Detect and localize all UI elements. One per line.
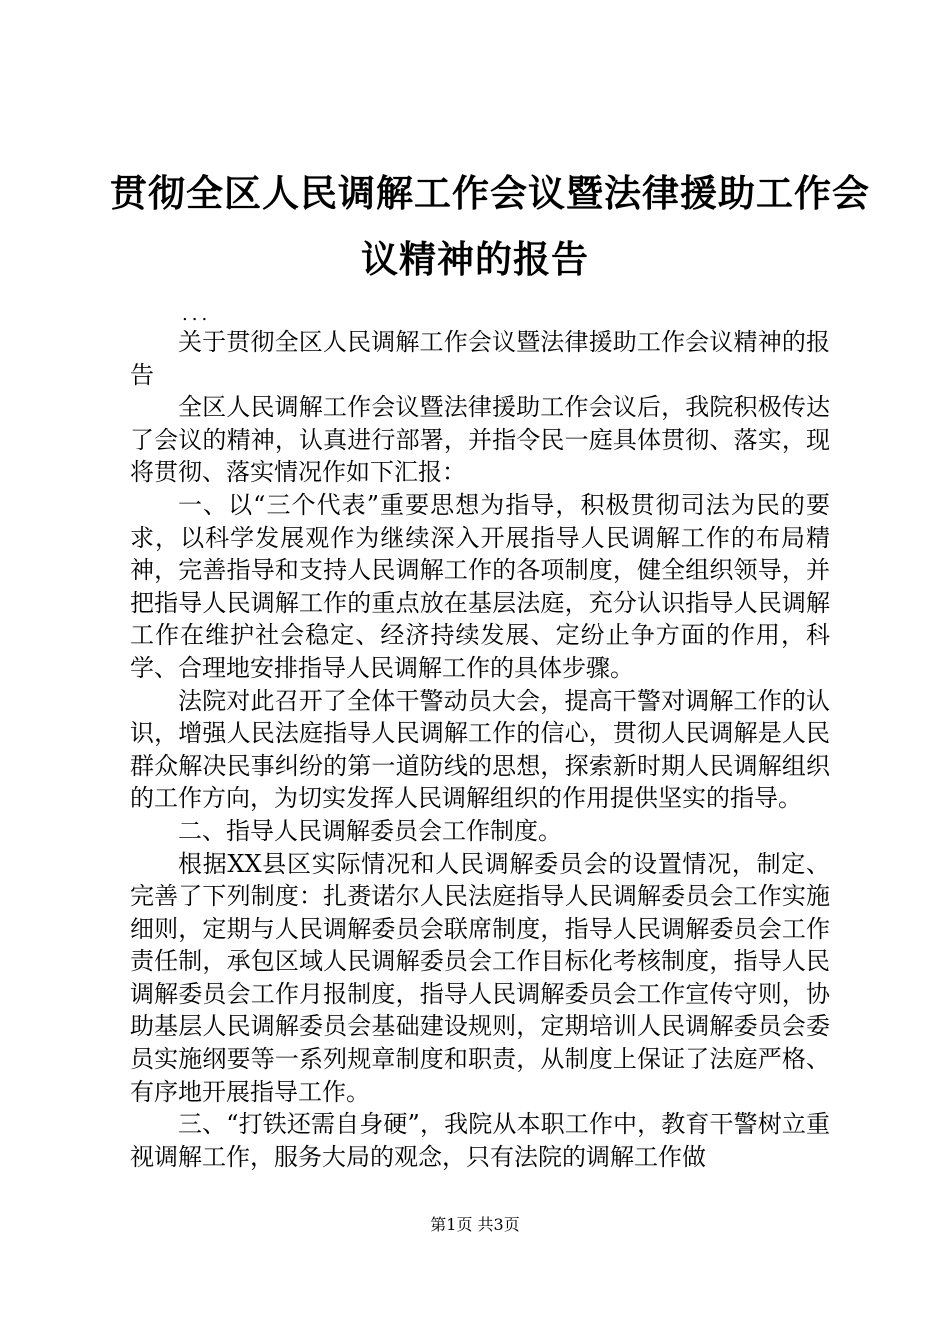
paragraph: 关于贯彻全区人民调解工作会议暨法律援助工作会议精神的报告: [130, 328, 830, 389]
paragraph: 三、“打铁还需自身硬”，我院从本职工作中，教育干警树立重视调解工作，服务大局的观念，只有法院的调解工作做: [130, 1110, 830, 1171]
title-line-2: 议精神的报告: [361, 237, 589, 281]
paragraph: 法院对此召开了全体干警动员大会，提高干警对调解工作的认识，增强人民法庭指导人民调解工作的信心，贯彻人民调解是人民群众解决民事纠纷的第一道防线的思想，探索新时期人民调解组织的工作方向，为切实发挥人民调解组织的作用提供坚实的指导。: [130, 686, 830, 813]
ellipsis-mark: ...: [182, 304, 212, 325]
paragraph: 二、指导人民调解委员会工作制度。: [178, 816, 562, 845]
document-title: [110, 160, 870, 292]
paragraph: 全区人民调解工作会议暨法律援助工作会议后，我院积极传达了会议的精神，认真进行部署，并指令民一庭具体贯彻、落实，现将贯彻、落实情况作如下汇报：: [130, 393, 830, 487]
paragraph: 一、以“三个代表”重要思想为指导，积极贯彻司法为民的要求，以科学发展观作为继续深入开展指导人民调解工作的布局精神，完善指导和支持人民调解工作的各项制度，健全组织领导，并把指导人民调解工作的重点放在基层法庭，充分认识指导人民调解工作在维护社会稳定、经济持续发展、定纷止争方面的作用，科学、合理地安排指导人民调解工作的具体步骤。: [130, 490, 830, 682]
page-number-footer: 第1页 共3页: [430, 1215, 520, 1234]
title-line-1: 贯彻全区人民调解工作会议暨法律援助工作会: [110, 171, 870, 215]
document-body: [130, 326, 830, 1173]
paragraph: 根据XX县区实际情况和人民调解委员会的设置情况，制定、完善了下列制度：扎赉诺尔人民法庭指导人民调解委员会工作实施细则，定期与人民调解委员会联席制度，指导人民调解委员会工作责任制，承包区域人民调解委员会工作目标化考核制度，指导人民调解委员会工作月报制度，指导人民调解委员会工作宣传守则，协助基层人民调解委员会基础建设规则，定期培训人民调解委员会委员实施纲要等一系列规章制度和职责，从制度上保证了法庭严格、有序地开展指导工作。: [130, 849, 830, 1106]
